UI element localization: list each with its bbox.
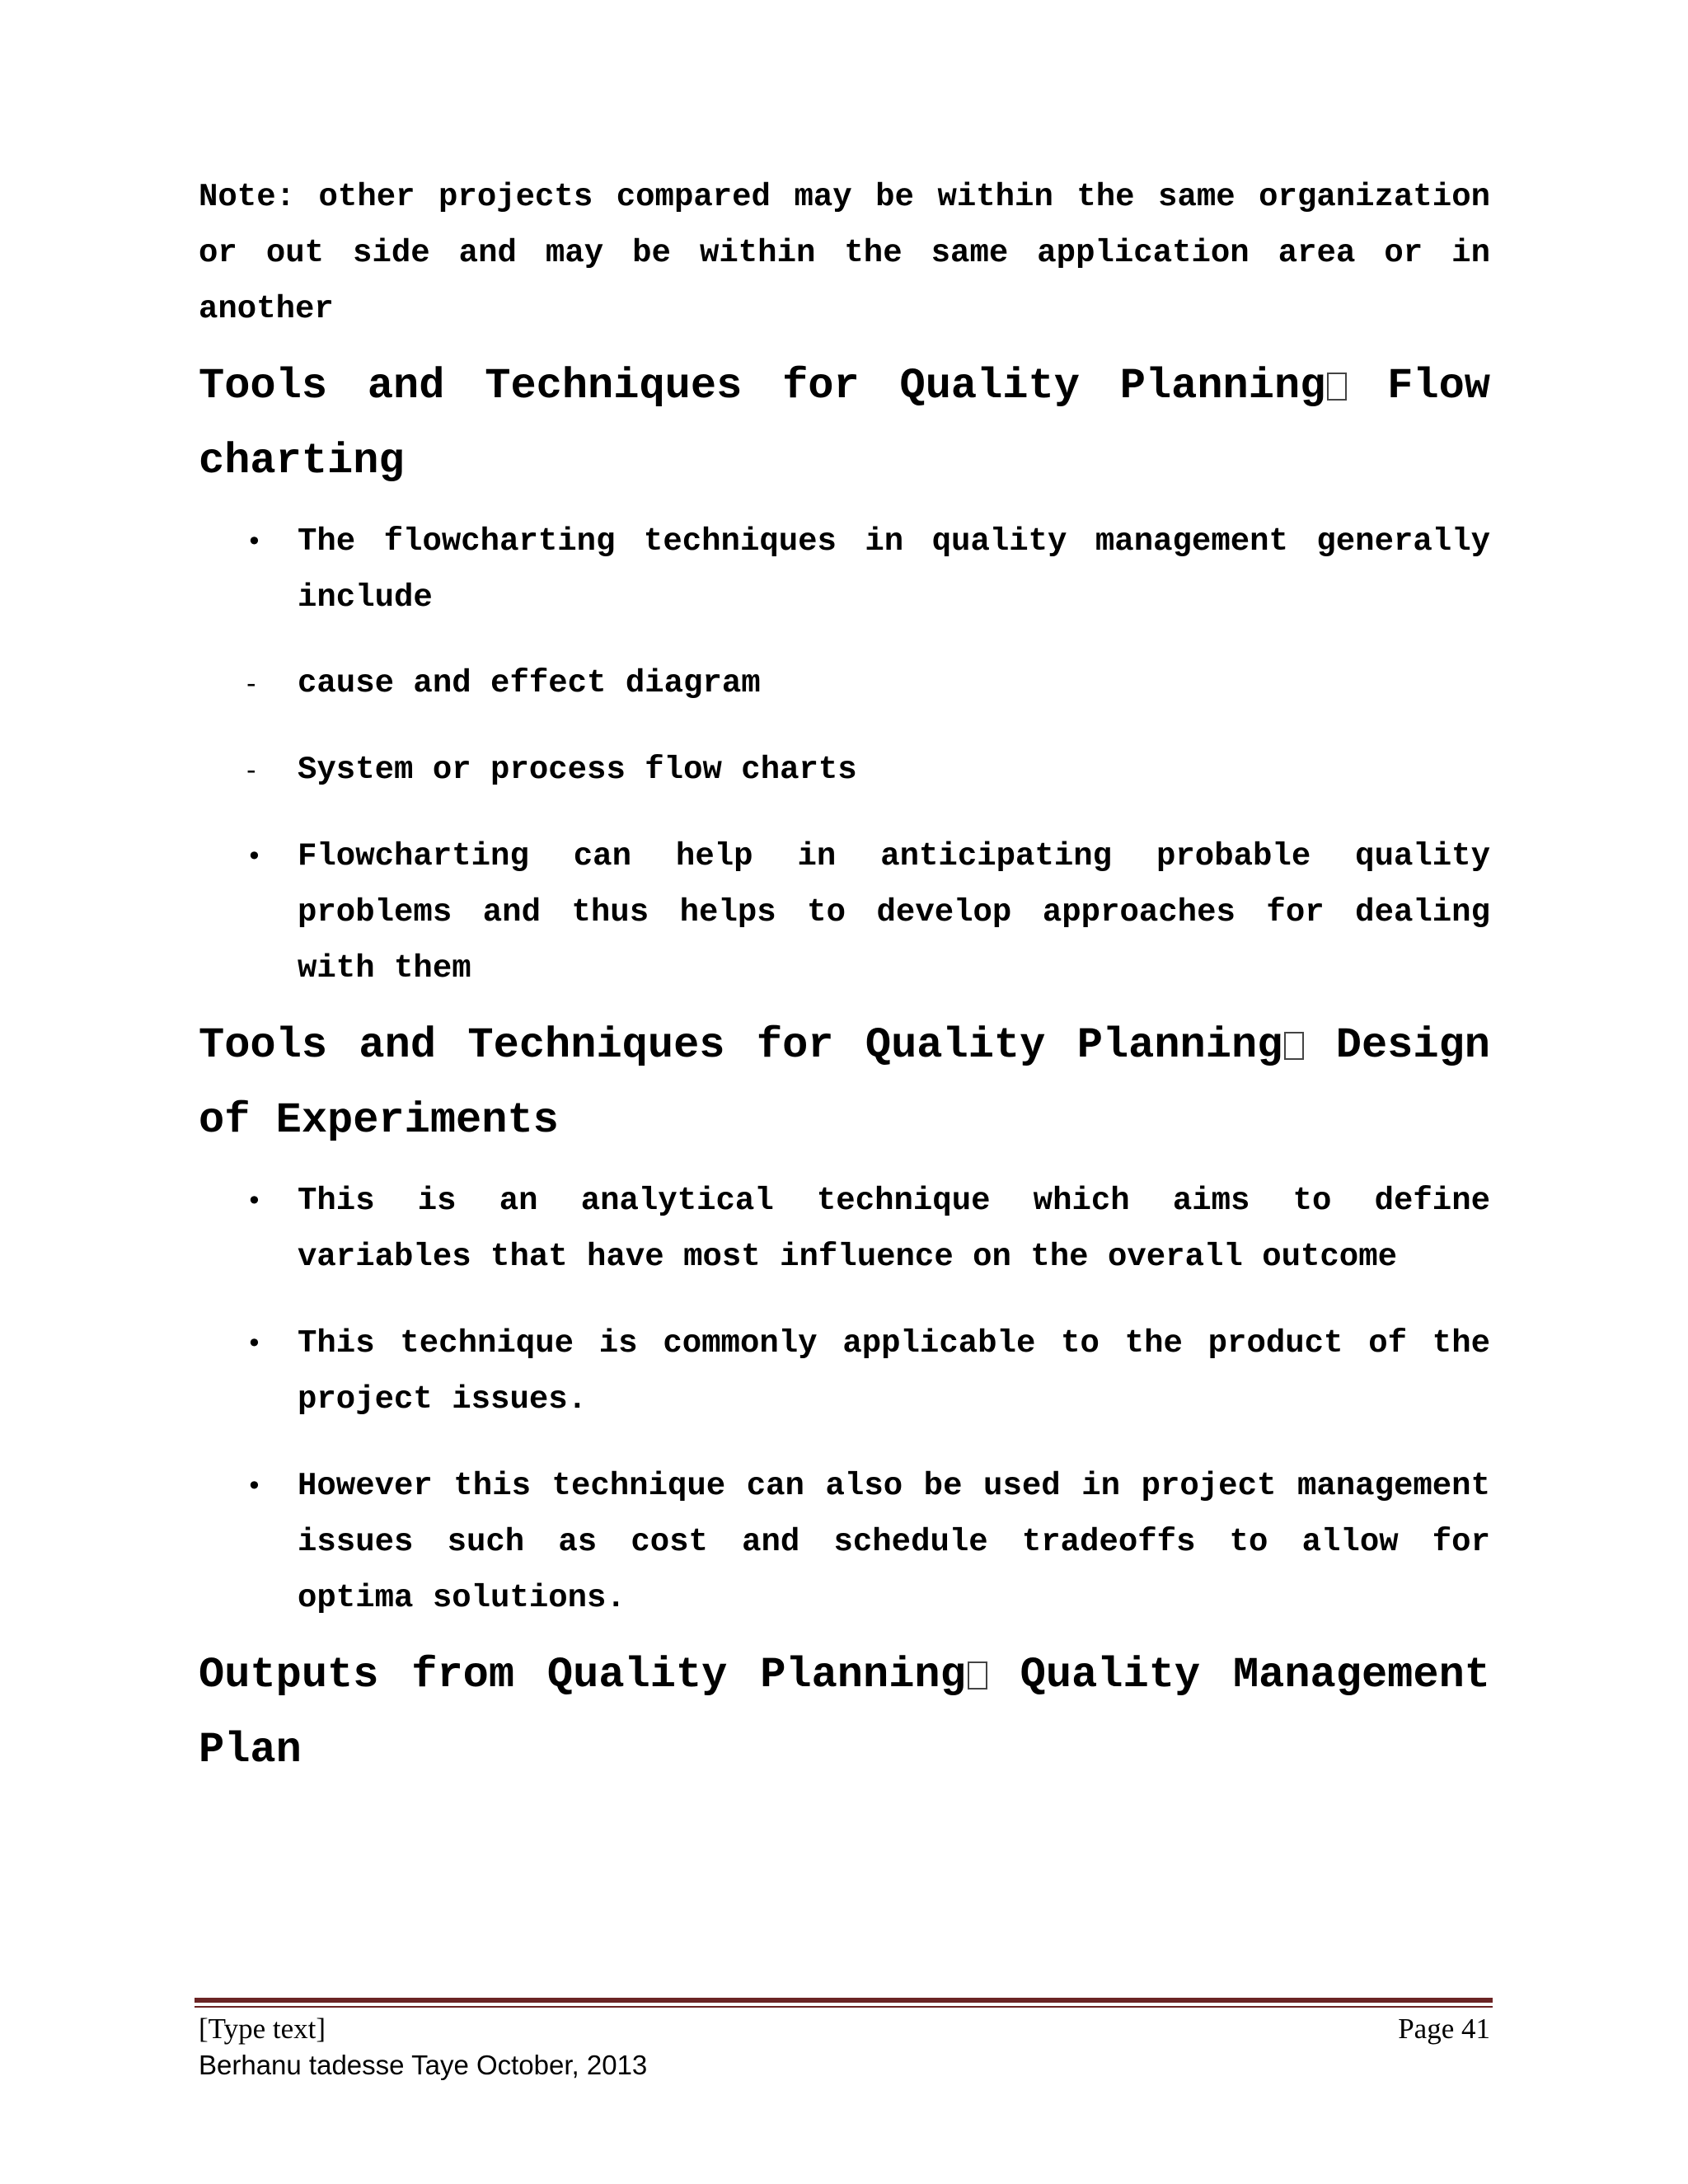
list-item-text: The flowcharting techniques in quality management generally include [298, 523, 1490, 616]
bullet-icon: • [246, 1328, 262, 1359]
page-number: Page 41 [1398, 2013, 1490, 2045]
footer-placeholder-text: [Type text] [199, 2013, 326, 2045]
list-item-text: This is an analytical technique which aims to define variables that have most influence on the overall outcome [298, 1183, 1490, 1275]
note-paragraph: Note: other projects compared may be within the same organization or out side and may be within the same application area or in another [199, 179, 1490, 327]
bullet-icon: • [246, 1470, 262, 1502]
list-item-text: However this technique can also be used in project management issues such as cost and schedule tradeoffs to allow for optima solutions. [298, 1468, 1490, 1616]
section-heading-design-of-experiments [199, 1008, 1490, 1158]
list-item [199, 513, 1490, 626]
list-item-text: System or process flow charts [298, 752, 857, 788]
list-item-text: cause and effect diagram [298, 665, 761, 701]
section-heading-tail: Design of Experiments [199, 1021, 1490, 1145]
missing-glyph-icon [1327, 373, 1347, 401]
list-item-text: Flowcharting can help in anticipating probable quality problems and thus helps to develop approaches for dealing with them [298, 838, 1490, 987]
bullet-icon: • [246, 526, 262, 557]
section-heading-tail: Flow charting [199, 362, 1490, 485]
footer-divider [195, 1998, 1493, 2003]
list-item [199, 655, 1490, 711]
section-heading-flow-charting [199, 349, 1490, 499]
footer-divider-thin [195, 2006, 1493, 2008]
list-item [199, 742, 1490, 798]
list-item [199, 1458, 1490, 1626]
bullet-icon: • [246, 1185, 262, 1216]
section-heading-text: Tools and Techniques for Quality Planning [199, 362, 1326, 410]
section-heading-quality-management-plan [199, 1638, 1490, 1788]
page-content [199, 169, 1490, 1788]
section-heading-tail: Quality Management Plan [199, 1651, 1490, 1774]
missing-glyph-icon [968, 1661, 987, 1690]
dash-icon: - [246, 754, 256, 785]
dash-icon: - [246, 668, 256, 699]
list-item [199, 1173, 1490, 1285]
footer-row [199, 2011, 1490, 2047]
list-item-text: This technique is commonly applicable to the product of the project issues. [298, 1325, 1490, 1418]
page-footer [199, 2011, 1490, 2083]
section-heading-text: Tools and Techniques for Quality Planning [199, 1021, 1283, 1070]
footer-author-date: Berhanu tadesse Taye October, 2013 [199, 2050, 648, 2080]
missing-glyph-icon [1284, 1032, 1304, 1060]
design-of-experiments-list [199, 1173, 1490, 1626]
list-item [199, 828, 1490, 996]
list-item [199, 1315, 1490, 1427]
section-heading-text: Outputs from Quality Planning [199, 1651, 966, 1699]
bullet-icon: • [246, 841, 262, 872]
flow-charting-list [199, 513, 1490, 996]
